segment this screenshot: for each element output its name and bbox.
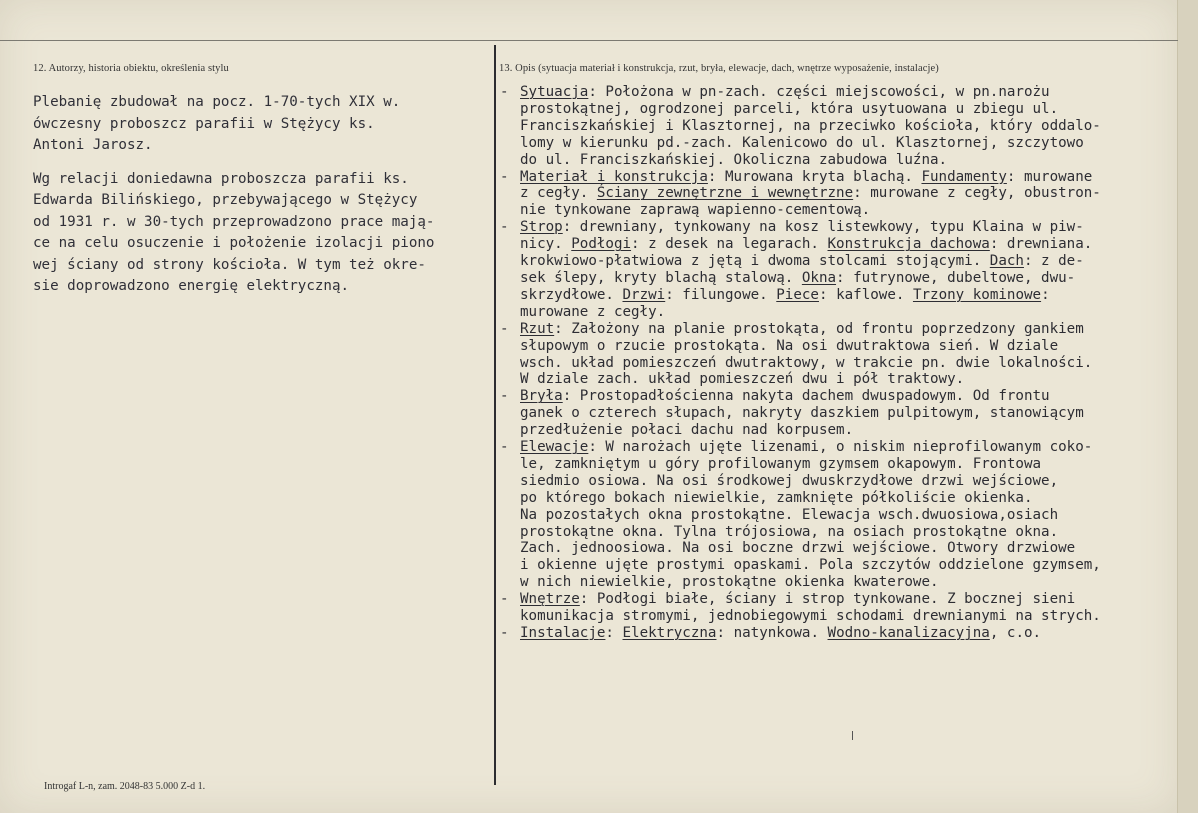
section-label: Wnętrze [520,591,580,608]
text-segment: skrzydłowe. [520,286,623,303]
text-segment: nie tynkowane zaprawą wapienno-cementową. [520,202,871,219]
bullet-dash: - [500,320,509,337]
text-segment: krokwiowo-płatwiowa z jętą i dwoma stolcami stojącymi. [520,253,990,270]
text-segment: z cegły. [520,185,597,202]
section-label: Materiał i konstrukcja [520,168,708,185]
description-line [520,591,1178,608]
description-section [498,169,1178,220]
history-line: wej ściany od strony kościoła. W tym też okre- [33,256,426,273]
description-line [520,338,1178,355]
description-line [520,321,1178,338]
description-line [520,540,1178,557]
section-label: Sytuacja [520,84,589,100]
description-line [520,625,1178,642]
column-divider [494,45,496,785]
text-segment: ganek o czterech słupach, nakryty daszkiem pulpitowym, stanowiącym [520,405,1084,422]
history-line: Antoni Jarosz. [33,137,153,153]
history-line: Wg relacji doniedawna proboszcza parafii ks. [33,170,409,187]
section-label: Wodno-kanalizacyjna [827,625,990,641]
text-segment: Na pozostałych okna prostokątne. Elewacja wsch.dwuosiowa,osiach [520,506,1059,523]
history-line: od 1931 r. w 30-tych przeprowadzono prace mają- [33,213,435,230]
description-line [520,101,1178,118]
text-segment: : z desek na legarach. [631,236,828,253]
description-line [520,84,1178,101]
printer-footer: Introgaf L-n, zam. 2048-83 5.000 Z-d 1. [44,781,206,792]
history-line: Plebanię zbudował na pocz. 1-70-tych XIX w. [33,94,401,110]
bullet-dash: - [500,84,509,100]
description-line [520,152,1178,169]
section-label: Bryła [520,388,563,405]
description-line [520,557,1178,574]
text-segment: : Położona w pn-zach. części miejscowości, w pn.narożu [588,84,1050,100]
bullet-dash: - [500,625,509,641]
description-section [498,388,1178,439]
history-line: sie doprowadzono energię elektryczną. [33,278,350,294]
description-line [520,507,1178,524]
text-segment: : murowane z cegły, obustron- [853,185,1101,202]
description-line [520,422,1178,439]
history-line: ówczesny proboszcz parafii w Stężycy ks. [33,115,375,132]
text-segment: : Podłogi białe, ściany i strop tynkowane. Z bocznej sieni [579,591,1076,608]
text-segment: po którego bokach niewielkie, zamknięte półkoliście okienka. [520,489,1033,506]
history-text [33,92,488,310]
description-line [520,574,1178,591]
text-segment: do ul. Franciszkańskiej. Okoliczna zabudowa luźna. [520,151,948,168]
text-segment: lomy w kierunku pd.-zach. Kalenicowo do ul. Klasztornej, szczytowo [520,134,1084,151]
history-line: ce na celu osuczenie i położenie izolacji piono [33,235,435,251]
section-label: Dach [989,253,1024,270]
text-segment: siedmio osiowa. Na osi środkowej dwuskrzydłowe drzwi wejściowe, [520,472,1059,489]
bullet-dash: - [500,591,509,608]
text-segment: : kaflowe. [818,286,913,303]
description-text [498,84,1178,642]
page-edge [1177,0,1198,813]
text-segment: : murowane [1006,168,1093,185]
description-line [520,473,1178,490]
text-segment: : drewniany, tynkowany na kosz listewkowy, typu Klaina w piw- [562,219,1084,236]
text-segment: : filungowe. [665,286,777,303]
description-line [520,608,1178,625]
text-segment: W dziale zach. układ pomieszczeń dwu i pół traktowy. [520,371,965,388]
section-label: Drzwi [622,286,666,303]
history-paragraph [33,169,488,298]
text-segment: : drewniana. [989,236,1093,253]
section-label: Instalacje [520,625,606,641]
section-label: Trzony kominowe [912,286,1042,303]
text-segment: : Założony na planie prostokąta, od frontu poprzedzony gankiem [554,320,1084,337]
text-segment: i okienne ujęte prostymi opaskami. Pola szczytów oddzielone gzymsem, [520,557,1101,574]
description-line [520,405,1178,422]
top-rule [0,40,1178,41]
description-line [520,219,1178,236]
margin-mark [852,731,853,740]
section-label: Strop [520,219,563,236]
section-label: Elewacje [520,439,589,456]
section-label: Rzut [520,320,555,337]
text-segment: : [605,625,623,641]
description-section [498,84,1178,169]
text-segment: , c.o. [989,625,1042,641]
description-line [520,439,1178,456]
section-label: Piece [776,286,819,303]
description-line [520,270,1178,287]
description-section [498,625,1178,642]
text-segment: : Prostopadłościenna nakyta dachem dwuspadowym. Od frontu [562,388,1050,405]
description-line [520,202,1178,219]
text-segment: le, zamkniętym u góry profilowanym gzymsem okapowym. Frontowa [520,455,1042,472]
text-segment: murowane z cegły. [520,303,666,320]
text-segment: wsch. układ pomieszczeń dwutraktowy, w trakcie pn. dwie lokalności. [520,354,1093,371]
text-segment: : W narożach ujęte lizenami, o niskim nieprofilowanym coko- [588,439,1093,456]
description-line [520,304,1178,321]
description-section [498,591,1178,625]
text-segment: : [1041,286,1050,303]
bullet-dash: - [500,168,509,185]
description-line [520,118,1178,135]
text-segment: w nich niewielkie, prostokątne okienka kwaterowe. [520,574,939,591]
description-section [498,321,1178,389]
section-label: Ściany zewnętrzne i wewnętrzne [596,185,854,202]
history-line: Edwarda Bilińskiego, przebywającego w Stężycy [33,192,418,208]
description-line [520,253,1178,270]
text-segment: : natynkowa. [716,625,828,641]
description-line [520,169,1178,186]
bullet-dash: - [500,439,509,456]
text-segment: komunikacja stromymi, jednobiegowymi schodami drewnianymi na strych. [520,608,1101,625]
text-segment: : Murowana kryta blachą. [707,168,922,185]
text-segment: prostokątnej, ogrodzonej parceli, która usytuowana u zbiegu ul. [520,100,1059,117]
section-label: Okna [801,269,837,286]
bullet-dash: - [500,219,509,236]
text-segment: Franciszkańskiej i Klasztornej, na przeciwko kościoła, który oddalo- [520,117,1101,134]
description-line [520,135,1178,152]
section-label: Konstrukcja dachowa [827,236,990,253]
description-section [498,439,1178,591]
section-label: Elektryczna [622,625,717,641]
description-line [520,371,1178,388]
description-line [520,185,1178,202]
bullet-dash: - [500,388,509,405]
description-line [520,490,1178,507]
text-segment: Zach. jednoosiowa. Na osi boczne drzwi wejściowe. Otwory drzwiowe [520,540,1076,557]
description-section [498,219,1178,320]
text-segment: przedłużenie połaci dachu nad korpusem. [520,422,854,439]
description-line [520,236,1178,253]
description-line [520,456,1178,473]
right-column-header: 13. Opis (sytuacja materiał i konstrukcja, rzut, bryła, elewacje, dach, wnętrze wyposażenie, instalacje) [499,63,939,74]
text-segment: prostokątne okna. Tylna trójosiowa, na osiach prostokątne okna. [520,523,1059,540]
text-segment: słupowym o rzucie prostokąta. Na osi dwutraktowa sień. W dziale [520,337,1059,354]
description-line [520,355,1178,372]
description-line [520,524,1178,541]
left-column-header: 12. Autorzy, historia obiektu, określenia stylu [33,63,229,74]
description-line [520,388,1178,405]
text-segment: : futrynowe, dubeltowe, dwu- [836,269,1076,286]
section-label: Fundamenty [921,168,1007,185]
text-segment: : z de- [1023,253,1084,270]
text-segment: sek ślepy, kryty blachą stalową. [520,269,802,286]
description-line [520,287,1178,304]
history-paragraph [33,92,488,157]
section-label: Podłogi [571,236,632,253]
text-segment: nicy. [520,236,572,253]
